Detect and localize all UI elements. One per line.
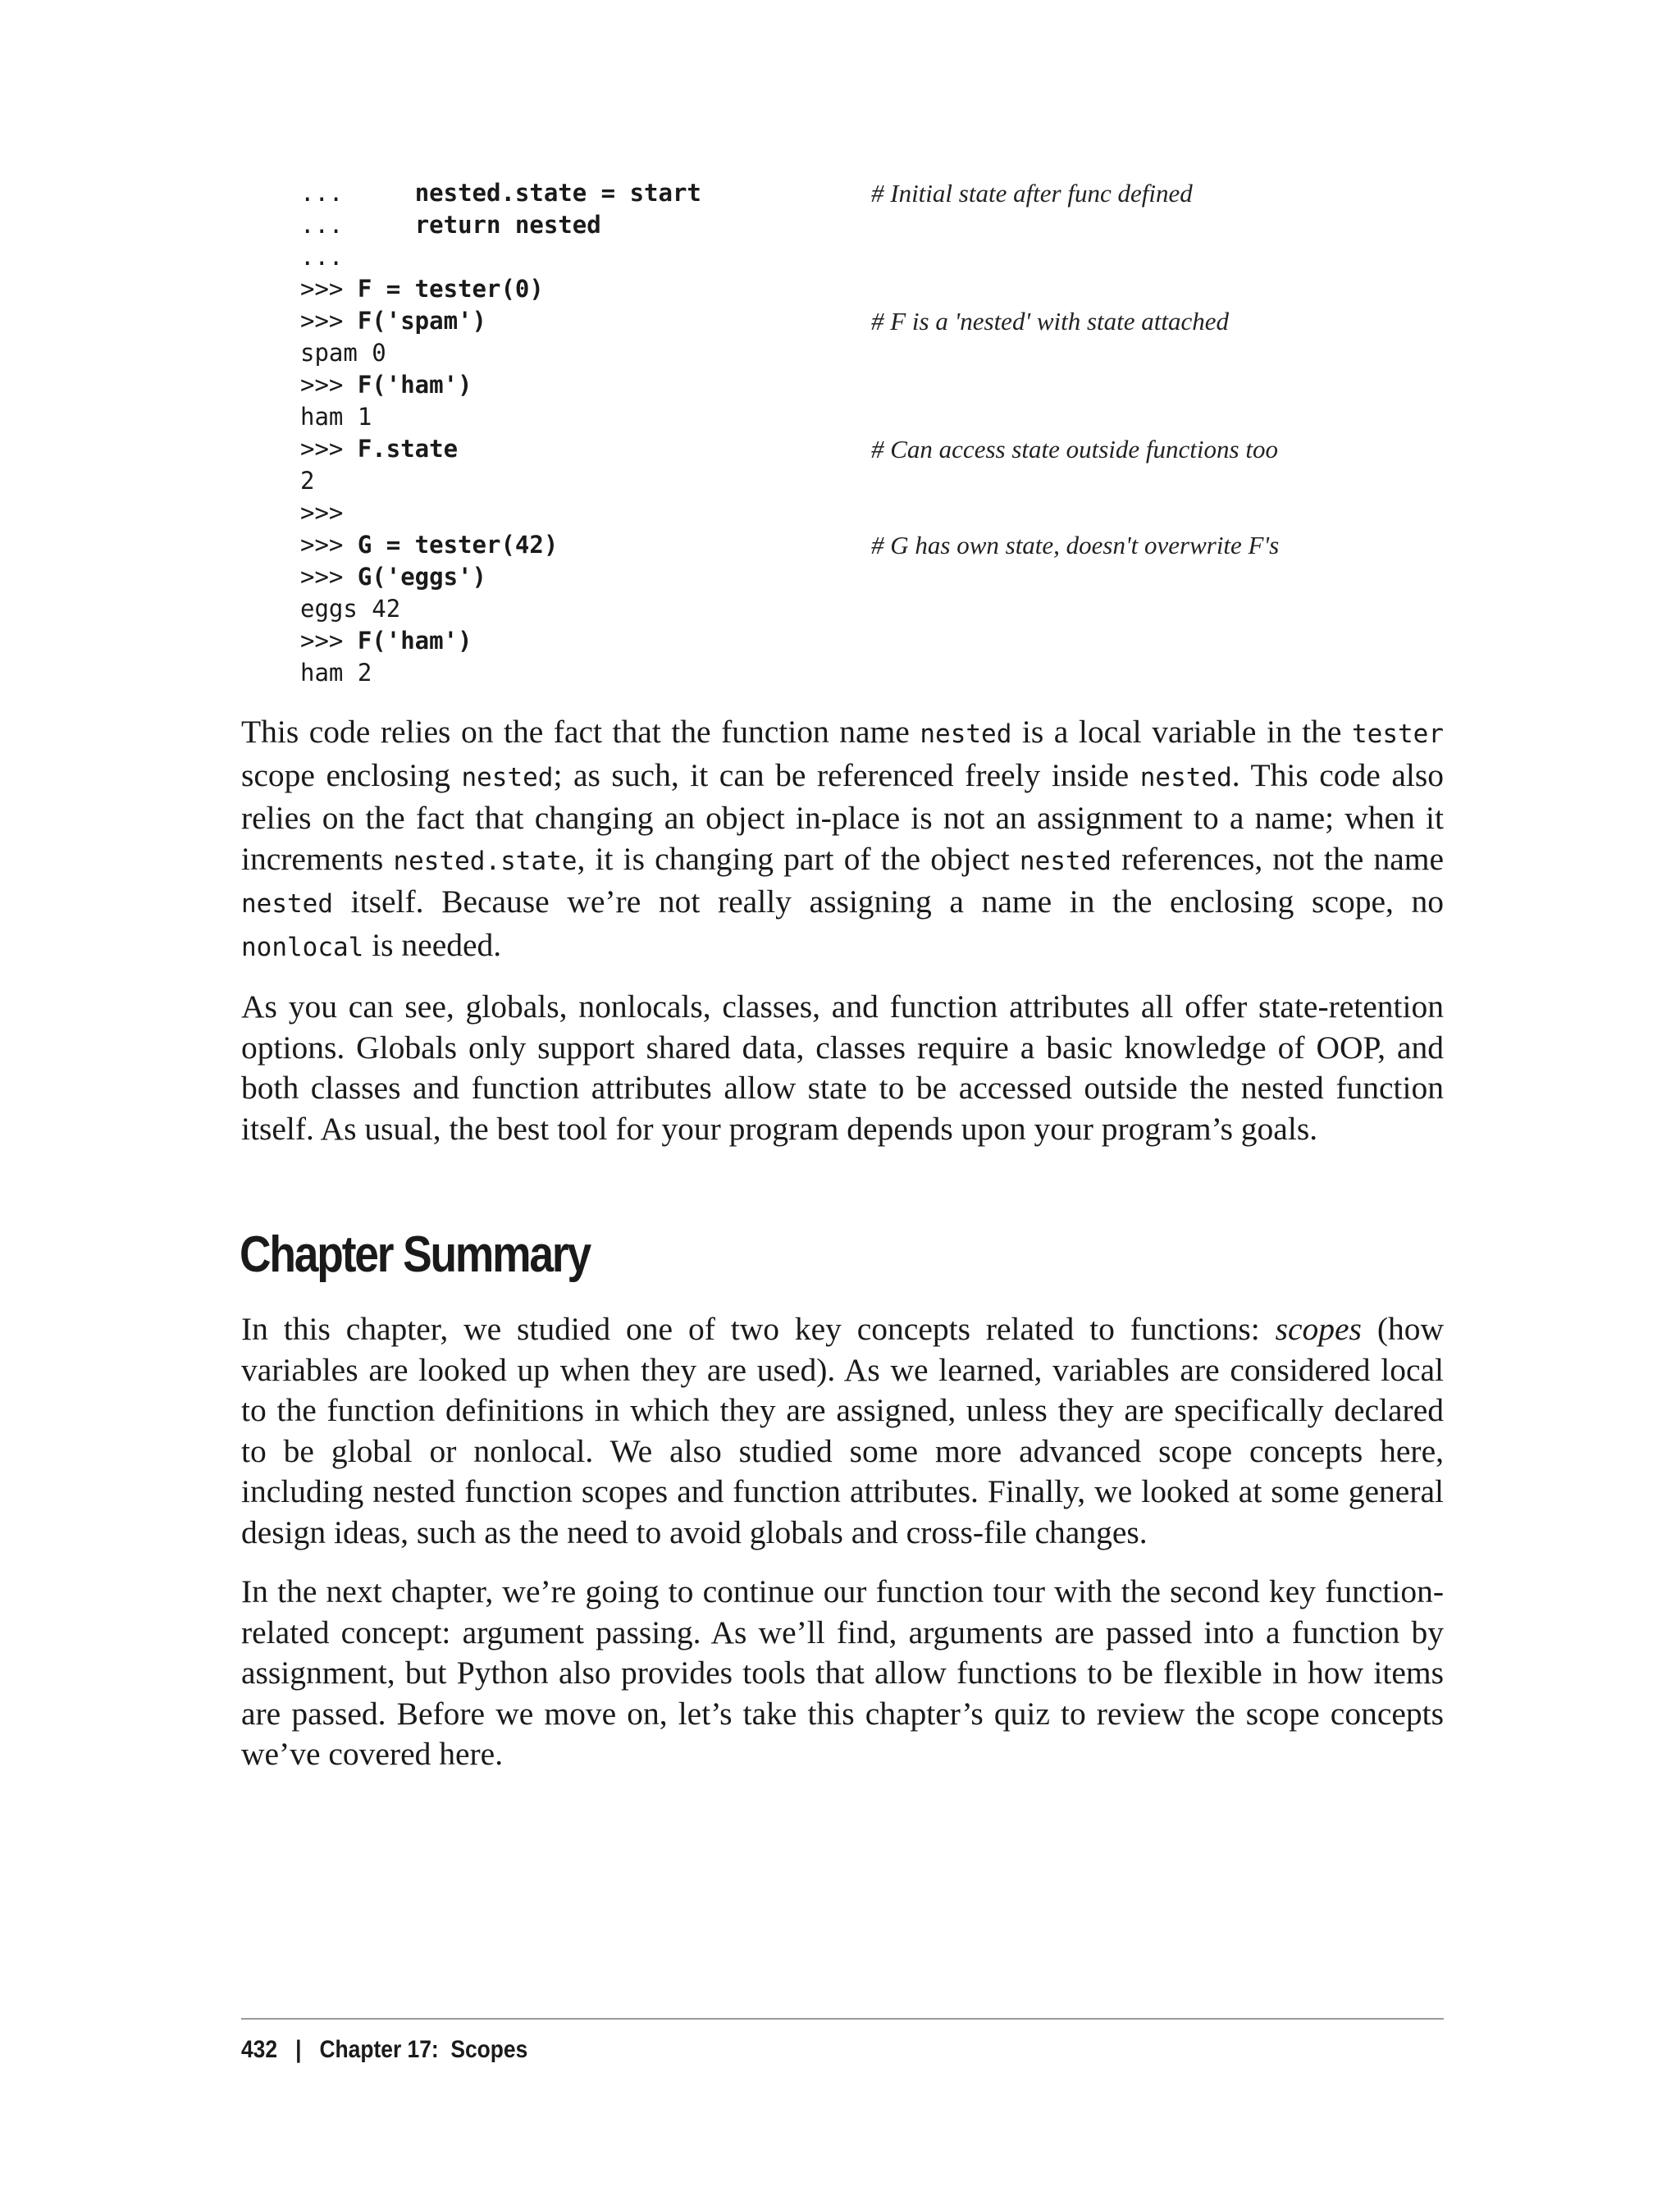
paragraph-4: In the next chapter, we’re going to continue our function tour with the second key function-related concept: argument passing. As we’ll find, arguments are passed into a function by assignment, but Python also provides tools that allow functions to be flexible in how items are passed. Before we move on, let’s take this chapter’s quiz to review the scope concepts we’ve covered here. xyxy=(241,1573,1444,1772)
code-line xyxy=(300,177,1449,209)
code-input: G('eggs') xyxy=(357,563,486,591)
code-line xyxy=(300,593,1449,625)
code-line xyxy=(300,497,1449,529)
code-input: nested.state = start xyxy=(414,179,701,207)
code-prompt: >>> xyxy=(300,563,358,591)
code-listing xyxy=(300,177,1449,689)
code-comment: # Initial state after func defined xyxy=(871,179,1193,208)
code-line xyxy=(300,561,1449,593)
paragraph-3: In this chapter, we studied one of two key concepts related to functions: scopes (how variables are looked up when they are used). As we learned, variables are considered local to the function definitions in which they are assigned, unless they are specifically declared to be global or nonlocal. We also studied some more advanced scope concepts here, including nested function scopes and function attributes. Finally, we looked at some general design ideas, such as the need to avoid globals and cross-file changes. xyxy=(241,1311,1444,1550)
code-line xyxy=(300,369,1449,401)
code-line xyxy=(300,529,1449,561)
code-input: F('spam') xyxy=(357,307,486,335)
body-paragraphs-top xyxy=(241,712,1444,1168)
code-line xyxy=(300,657,1449,689)
paragraph-2: As you can see, globals, nonlocals, classes, and function attributes all offer state-retention options. Globals only support shared data, classes require a basic knowledge of OOP, and both classes and function attributes allow state to be accessed outside the nested function itself. As usual, the best tool for your program depends upon your program’s goals. xyxy=(241,988,1444,1147)
code-prompt: ... xyxy=(300,211,415,239)
code-prompt: >>> xyxy=(300,627,358,655)
chapter-title: Chapter 17: Scopes xyxy=(319,2036,528,2063)
section-heading: Chapter Summary xyxy=(240,1226,591,1283)
code-line xyxy=(300,241,1449,273)
code-line xyxy=(300,337,1449,369)
footer-separator: | xyxy=(295,2036,302,2063)
code-prompt: >>> xyxy=(300,531,358,559)
paragraph-1: This code relies on the fact that the function name nested is a local variable in the tester scope enclosing nested; as such, it can be referenced freely inside nested. This code also relies on the fact that changing an object in-place is not an assignment to a name; when it increments nested.state, it is changing part of the object nested references, not the name nested itself. Because we’re not really assigning a name in the enclosing scope, no nonlocal is needed. xyxy=(241,714,1445,963)
code-comment: # Can access state outside functions too xyxy=(871,435,1278,463)
code-line xyxy=(300,465,1449,497)
code-line xyxy=(300,433,1449,465)
code-prompt: ... xyxy=(300,243,344,271)
page-footer xyxy=(241,2036,527,2064)
code-line xyxy=(300,305,1449,337)
code-prompt: >>> xyxy=(300,275,358,303)
code-input: G = tester(42) xyxy=(357,531,559,559)
code-output: ham 1 xyxy=(300,403,372,431)
body-paragraphs-summary xyxy=(241,1309,1444,1794)
code-line xyxy=(300,273,1449,305)
code-line xyxy=(300,401,1449,433)
code-output: 2 xyxy=(300,467,315,495)
code-output: eggs 42 xyxy=(300,595,401,623)
code-prompt: ... xyxy=(300,179,415,207)
code-line xyxy=(300,209,1449,241)
page-number: 432 xyxy=(241,2036,278,2063)
code-prompt: >>> xyxy=(300,435,358,463)
code-prompt: >>> xyxy=(300,371,358,399)
code-input: F = tester(0) xyxy=(357,275,544,303)
code-output: ham 2 xyxy=(300,659,372,687)
footer-rule xyxy=(241,2018,1444,2020)
code-comment: # G has own state, doesn't overwrite F's xyxy=(871,531,1280,559)
code-output: spam 0 xyxy=(300,339,386,367)
code-line xyxy=(300,625,1449,657)
code-comment: # F is a 'nested' with state attached xyxy=(871,307,1230,336)
code-input: return nested xyxy=(414,211,601,239)
code-input: F('ham') xyxy=(357,371,472,399)
code-prompt: >>> xyxy=(300,307,358,335)
code-prompt: >>> xyxy=(300,499,344,527)
code-input: F('ham') xyxy=(357,627,472,655)
code-input: F.state xyxy=(357,435,459,463)
